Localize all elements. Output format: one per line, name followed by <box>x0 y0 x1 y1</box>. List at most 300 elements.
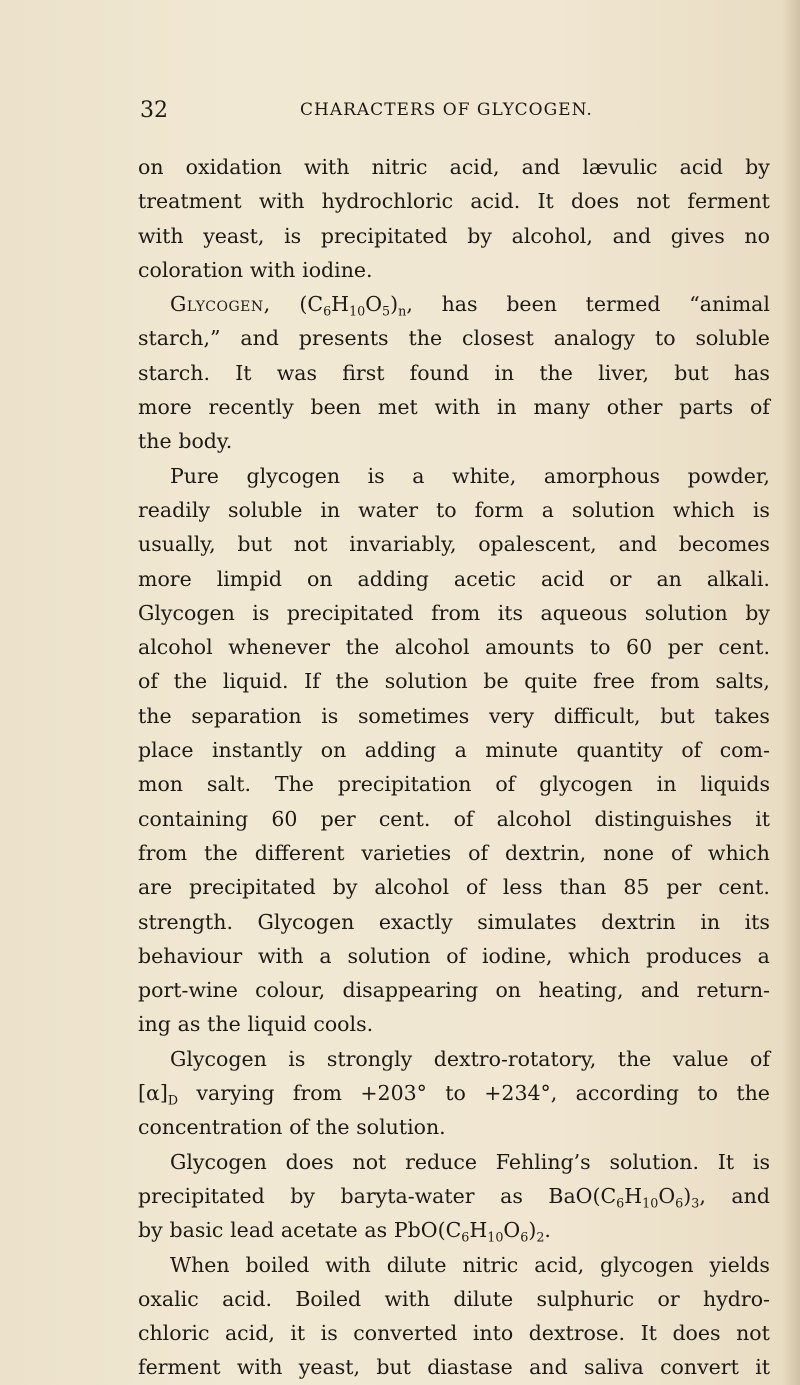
word: return- <box>696 978 770 1003</box>
word: amorphous <box>543 463 661 488</box>
word: adding <box>357 566 429 591</box>
word: it <box>755 806 770 831</box>
word: with <box>303 155 350 179</box>
word: soluble <box>227 497 303 522</box>
word: not <box>636 189 671 214</box>
word: disappearing <box>342 978 479 1003</box>
word: iodine. <box>302 257 373 282</box>
word: ferment <box>138 1355 221 1380</box>
page-edge-shadow <box>782 0 800 1385</box>
word: boiled <box>245 1252 310 1277</box>
word: liquid. <box>222 669 289 694</box>
word: acid <box>540 566 585 591</box>
word: Glycogen <box>170 1046 267 1071</box>
word: has <box>733 360 770 385</box>
word: but <box>376 1355 411 1380</box>
word: whenever <box>228 635 331 660</box>
word: an <box>656 566 682 591</box>
word: a <box>541 497 554 522</box>
word: Fehling’s <box>495 1149 591 1174</box>
word: varying <box>196 1081 275 1106</box>
word: 85 <box>623 875 650 900</box>
text-line <box>138 424 770 458</box>
text-line <box>138 973 770 1007</box>
word: solution <box>571 497 655 522</box>
word: a <box>757 943 770 968</box>
word: alkali. <box>706 566 770 591</box>
word: liquids <box>700 772 770 797</box>
word: with <box>384 1286 430 1311</box>
word: starch,” <box>138 326 221 351</box>
word: When <box>170 1252 230 1277</box>
word: met <box>377 395 418 420</box>
word: treatment <box>138 189 242 214</box>
word: acid. <box>470 189 521 214</box>
word: simulates <box>477 909 577 934</box>
word: quantity <box>576 738 663 763</box>
word: as <box>364 1218 388 1243</box>
word: com- <box>719 738 770 763</box>
word: was <box>276 360 318 385</box>
word: oxidation <box>185 155 282 179</box>
word: to <box>697 1081 718 1106</box>
word: strength. <box>138 909 233 934</box>
word: the <box>617 1046 652 1071</box>
word: on <box>307 566 333 591</box>
word: containing <box>138 806 249 831</box>
text-line <box>138 836 770 870</box>
word: is <box>752 497 770 522</box>
word: mon <box>138 772 183 797</box>
word: from <box>138 840 188 865</box>
word: it <box>290 1321 306 1346</box>
word: cent. <box>718 875 770 900</box>
word: does <box>285 1149 334 1174</box>
page-number: 32 <box>140 98 168 123</box>
text-line <box>138 219 770 253</box>
word: by <box>745 155 770 179</box>
word: to <box>589 635 611 660</box>
text-line <box>138 733 770 767</box>
word: in <box>320 497 341 522</box>
word: on <box>495 978 522 1003</box>
word: the <box>315 1115 350 1140</box>
text-line <box>138 1110 770 1144</box>
word: limpid <box>216 566 283 591</box>
word: to <box>436 497 457 522</box>
word: is <box>252 600 270 625</box>
word: less <box>502 875 543 900</box>
word: yeast, <box>203 223 265 248</box>
word: +203° <box>360 1081 427 1106</box>
word: acetic <box>453 566 516 591</box>
word: of <box>495 772 516 797</box>
word: per <box>320 806 356 831</box>
word: precipitated <box>189 875 316 900</box>
text-line <box>138 459 770 493</box>
text-line <box>138 596 770 630</box>
word: nitric <box>371 155 428 179</box>
word: lævulic <box>582 155 658 179</box>
word: which <box>672 497 735 522</box>
word: by <box>138 1218 163 1243</box>
word: be <box>483 669 509 694</box>
word: ferment <box>687 189 770 214</box>
word: oxalic <box>138 1286 199 1311</box>
word: precipitated <box>320 223 448 248</box>
word: but <box>237 532 272 557</box>
word: instantly <box>211 738 303 763</box>
word: precipitated <box>286 600 414 625</box>
word: a <box>319 943 332 968</box>
word: found <box>409 360 470 385</box>
word: from <box>650 669 700 694</box>
word: very <box>488 703 535 728</box>
word: behaviour <box>138 943 243 968</box>
word: as <box>500 1183 523 1208</box>
word: exactly <box>378 909 453 934</box>
text-line <box>138 1282 770 1316</box>
word: iodine, <box>482 943 553 968</box>
word: which <box>568 943 631 968</box>
word: of <box>681 738 702 763</box>
word: and <box>640 978 680 1003</box>
word: a <box>454 738 467 763</box>
word: diastase <box>427 1355 513 1380</box>
word: its <box>744 909 770 934</box>
word: baryta-water <box>340 1183 475 1208</box>
page-header <box>140 98 770 128</box>
word: acid, <box>449 155 500 179</box>
word: liquid <box>247 1012 307 1037</box>
text-line <box>138 1145 770 1179</box>
word: in <box>494 360 515 385</box>
word: dilute <box>453 1286 514 1311</box>
word: none <box>603 840 655 865</box>
word: and <box>240 326 279 351</box>
word: of <box>468 840 489 865</box>
word: does <box>672 1321 721 1346</box>
word: of <box>289 1115 310 1140</box>
text-line <box>138 1042 770 1076</box>
word: on <box>320 738 347 763</box>
word: is <box>367 463 385 488</box>
word: the <box>204 840 238 865</box>
word: is <box>288 1046 306 1071</box>
word: colour, <box>255 978 326 1003</box>
word: $[\alpha]_D$ <box>138 1081 179 1108</box>
word: readily <box>138 497 210 522</box>
word: by <box>745 600 770 625</box>
word: the <box>138 703 172 728</box>
word: alcohol <box>374 875 450 900</box>
word: from <box>431 600 481 625</box>
word: its <box>497 600 524 625</box>
word: hydro- <box>703 1286 770 1311</box>
text-line <box>138 767 770 801</box>
word: in <box>700 909 721 934</box>
word: Glycogen <box>170 1149 267 1174</box>
word: lead <box>230 1218 275 1243</box>
word: and <box>618 532 657 557</box>
running-title: CHARACTERS OF GLYCOGEN. <box>300 100 593 120</box>
word: precipitated <box>138 1183 265 1208</box>
word: Glycogen <box>138 600 235 625</box>
word: of <box>671 840 691 865</box>
word: the <box>408 326 443 351</box>
word: heating, <box>538 978 624 1003</box>
word: to <box>654 326 676 351</box>
word: nitric <box>462 1252 519 1277</box>
word: been <box>310 395 362 420</box>
text-line <box>138 1179 770 1213</box>
word: on <box>138 155 164 179</box>
word: quite <box>524 669 578 694</box>
word: a <box>412 463 425 488</box>
word: with <box>138 223 184 248</box>
word: as <box>177 1012 201 1037</box>
word: by <box>290 1183 315 1208</box>
word: the <box>539 360 573 385</box>
word: the <box>138 429 172 454</box>
word: yields <box>709 1252 770 1277</box>
word: into <box>472 1321 514 1346</box>
word: free <box>593 669 635 694</box>
word: gives <box>670 223 725 248</box>
word: ing <box>138 1012 171 1037</box>
word: liver, <box>598 360 649 385</box>
word: $BaO(C_6H_{10}O_6)_3$, <box>548 1183 706 1211</box>
text-line <box>138 699 770 733</box>
word: strongly <box>326 1046 413 1071</box>
word: white, <box>452 463 517 488</box>
word: usually, <box>138 532 216 557</box>
word: saliva <box>584 1355 644 1380</box>
text-line <box>138 1350 770 1384</box>
word: is <box>752 1149 770 1174</box>
word: takes <box>714 703 770 728</box>
word: been <box>506 292 557 317</box>
word: +234°, <box>484 1081 558 1106</box>
word: dextrin <box>601 909 676 934</box>
word: $(C_6H_{10}O_5)_n$, <box>299 292 413 319</box>
word: precipitation <box>337 772 472 797</box>
word: acid <box>679 155 724 179</box>
word: dextrin, <box>505 840 587 865</box>
word: separation <box>191 703 302 728</box>
word: solution. <box>356 1115 446 1140</box>
text-line <box>138 321 770 355</box>
word: body. <box>178 429 233 454</box>
word: distinguishes <box>594 806 733 831</box>
word: salt. <box>206 772 251 797</box>
word: cent. <box>378 806 431 831</box>
word: basic <box>169 1218 224 1243</box>
word: solution <box>384 669 468 694</box>
text-line <box>138 356 770 390</box>
word: to <box>445 1081 466 1106</box>
word: Glycogen, <box>170 292 271 317</box>
word: 60 <box>271 806 298 831</box>
word: but <box>674 360 709 385</box>
word: The <box>274 772 314 797</box>
text-line <box>138 493 770 527</box>
word: powder, <box>687 463 770 488</box>
word: no <box>744 223 770 248</box>
text-line <box>138 287 770 321</box>
word: other <box>606 395 663 420</box>
word: the <box>207 1012 241 1037</box>
text-line <box>138 802 770 836</box>
word: hydrochloric <box>321 189 454 214</box>
word: amounts <box>485 635 575 660</box>
word: dilute <box>386 1252 447 1277</box>
word: cent. <box>718 635 770 660</box>
word: solution. <box>609 1149 699 1174</box>
word: the <box>345 635 380 660</box>
word: of <box>750 1046 770 1071</box>
text-line <box>138 1248 770 1282</box>
word: varieties <box>361 840 452 865</box>
word: analogy <box>553 326 636 351</box>
word: acid, <box>224 1321 275 1346</box>
word: not <box>293 532 328 557</box>
word: yeast, <box>298 1355 360 1380</box>
word: aqueous <box>540 600 628 625</box>
word: chloric <box>138 1321 210 1346</box>
text-line <box>138 1213 770 1247</box>
word: the <box>736 1081 770 1106</box>
word: many <box>533 395 590 420</box>
word: first <box>342 360 385 385</box>
word: presents <box>298 326 389 351</box>
word: minute <box>485 738 559 763</box>
word: glycogen <box>600 1252 694 1277</box>
word: glycogen <box>539 772 633 797</box>
word: different <box>254 840 345 865</box>
word: in <box>656 772 677 797</box>
word: closest <box>462 326 534 351</box>
word: alcohol <box>394 635 470 660</box>
word: alcohol <box>496 806 572 831</box>
text-line <box>138 150 770 184</box>
word: soluble <box>695 326 770 351</box>
word: cools. <box>313 1012 374 1037</box>
word: according <box>575 1081 680 1106</box>
word: the <box>173 669 208 694</box>
word: per <box>666 875 702 900</box>
text-line <box>138 905 770 939</box>
word: 60 <box>626 635 653 660</box>
word: of <box>446 943 467 968</box>
word: it <box>755 1355 770 1380</box>
word: alcohol <box>138 635 213 660</box>
word: Pure <box>170 463 219 488</box>
word: alcohol, <box>511 223 593 248</box>
text-line <box>138 630 770 664</box>
word: and <box>612 223 652 248</box>
word: Boiled <box>295 1286 362 1311</box>
word: with <box>258 189 305 214</box>
word: $PbO(C_6H_{10}O_6)_2$. <box>393 1218 551 1245</box>
word: It <box>640 1321 657 1346</box>
text-line <box>138 527 770 561</box>
word: dextrose. <box>528 1321 626 1346</box>
word: reduce <box>405 1149 477 1174</box>
text-line <box>138 870 770 904</box>
word: becomes <box>678 532 770 557</box>
word: sometimes <box>357 703 470 728</box>
word: which <box>707 840 770 865</box>
text-line <box>138 1007 770 1041</box>
word: is <box>320 1321 338 1346</box>
word: converted <box>353 1321 458 1346</box>
word: not <box>352 1149 387 1174</box>
word: acid, <box>534 1252 585 1277</box>
word: recently <box>208 395 294 420</box>
word: starch. <box>138 360 210 385</box>
word: coloration <box>138 257 244 282</box>
word: more <box>138 566 192 591</box>
word: It <box>537 189 554 214</box>
word: produces <box>646 943 742 968</box>
word: by <box>467 223 492 248</box>
word: solution <box>644 600 728 625</box>
word: or <box>657 1286 680 1311</box>
word: than <box>559 875 607 900</box>
word: sulphuric <box>536 1286 635 1311</box>
word: has <box>441 292 478 317</box>
word: does <box>571 189 620 214</box>
word: by <box>332 875 358 900</box>
text-line <box>138 390 770 424</box>
word: of <box>138 669 158 694</box>
word: concentration <box>138 1115 283 1140</box>
word: value <box>672 1046 729 1071</box>
word: If <box>304 669 320 694</box>
word: from <box>292 1081 342 1106</box>
word: of <box>749 395 770 420</box>
word: Glycogen <box>257 909 355 934</box>
word: with <box>434 395 481 420</box>
text-line <box>138 562 770 596</box>
word: solution <box>347 943 431 968</box>
word: is <box>321 703 339 728</box>
word: acetate <box>280 1218 358 1243</box>
word: of <box>466 875 486 900</box>
word: opalescent, <box>478 532 597 557</box>
word: place <box>138 738 194 763</box>
word: with <box>249 257 296 282</box>
word: difficult, <box>553 703 641 728</box>
text-line <box>138 1076 770 1110</box>
word: or <box>609 566 632 591</box>
word: invariably, <box>349 532 457 557</box>
word: per <box>667 635 703 660</box>
word: and <box>521 155 561 179</box>
word: It <box>717 1149 735 1174</box>
word: glycogen <box>246 463 341 488</box>
word: “animal <box>689 292 770 317</box>
word: acid. <box>222 1286 272 1311</box>
word: is <box>284 223 302 248</box>
word: dextro-rotatory, <box>433 1046 597 1071</box>
word: parts <box>679 395 734 420</box>
word: not <box>736 1321 770 1346</box>
word: in <box>496 395 517 420</box>
word: and <box>529 1355 568 1380</box>
word: the <box>335 669 370 694</box>
